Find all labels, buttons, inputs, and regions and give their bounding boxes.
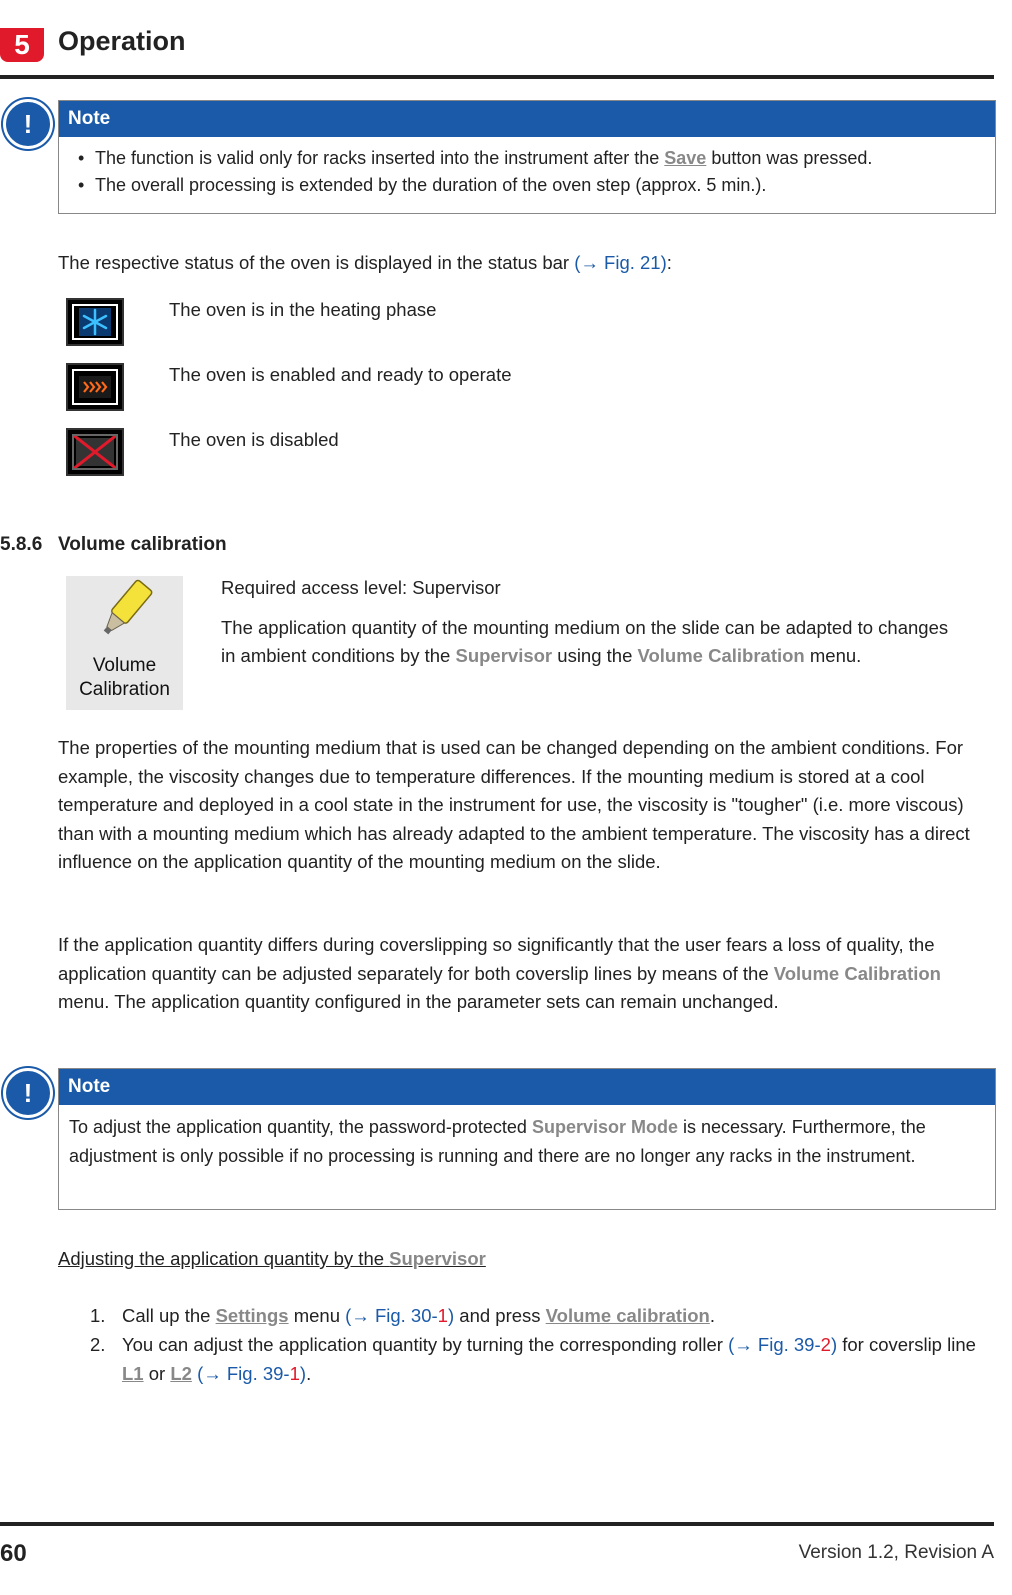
header-rule — [0, 75, 994, 79]
heating-coil-icon — [66, 363, 124, 411]
step-number: 2. — [90, 1334, 106, 1355]
fig-reference[interactable]: (→ Fig. 21) — [574, 252, 667, 273]
fig-reference[interactable]: (→ Fig. 39-2) — [728, 1334, 838, 1355]
note-box-1 — [58, 100, 996, 214]
note-icon: ! — [3, 99, 53, 149]
step-1-text: Call up the Settings menu (→ Fig. 30-1) and press Volume calibration. — [122, 1305, 715, 1326]
fig-reference[interactable]: (→ Fig. 30-1) — [345, 1305, 455, 1326]
note-bullet: • The overall processing is extended by the duration of the oven step (approx. 5 min.). — [69, 172, 985, 199]
oven-disabled-icon — [66, 428, 124, 476]
step-2-text: You can adjust the application quantity by turning the corresponding roller (→ Fig. 39-2) for coverslip line L1 or L2 (→ Fig. 39-1). — [122, 1334, 976, 1384]
volume-calibration-label: Volume Calibration — [79, 655, 170, 700]
settings-menu-reference: Settings — [215, 1305, 289, 1326]
procedure-heading: Adjusting the application quantity by the Supervisor — [58, 1248, 486, 1269]
note-body — [59, 137, 995, 209]
section-description: The application quantity of the mounting medium on the slide can be adapted to changes in ambient conditions by the Supervisor using the Volume Calibration menu. — [221, 617, 949, 666]
volume-calibration-reference: Volume calibration — [545, 1305, 710, 1326]
snowflake-icon — [66, 298, 124, 346]
oven-status-text: The oven is disabled — [169, 429, 339, 450]
section-title: Volume calibration — [58, 534, 227, 555]
note-title: Note — [59, 1069, 995, 1105]
fig-reference[interactable]: (→ Fig. 39-1) — [197, 1362, 307, 1384]
step-number: 1. — [90, 1305, 106, 1326]
note-title: Note — [59, 101, 995, 137]
viscosity-paragraph: The properties of the mounting medium that is used can be changed depending on the ambient conditions. For example, the viscosity changes due to temperature differences. If the mounting medium is stored at a cool temperature and deployed in a cool state in the instrument for use, the viscosity is "tougher" (i.e. more viscous) than with a mounting medium which has already adapted to the ambient temperature. The viscosity has a direct influence on the application quantity of the mounting medium on the slide. — [58, 737, 970, 872]
footer-rule — [0, 1522, 994, 1526]
section-number: 5.8.6 — [0, 534, 43, 555]
oven-status-text: The oven is in the heating phase — [169, 299, 437, 320]
access-level: Required access level: Supervisor — [221, 577, 501, 598]
note-icon: ! — [3, 1068, 53, 1118]
application-quantity-paragraph: If the application quantity differs during coverslipping so significantly that the user fears a loss of quality, the application quantity can be adjusted separately for both coverslip lines by means of the Volume Calibration menu. The application quantity configured in the parameter sets can remain unchanged. — [58, 934, 941, 1012]
version-label: Version 1.2, Revision A — [798, 1542, 994, 1563]
coverslip-line-l2: L2 — [170, 1362, 192, 1384]
chapter-number-badge: 5 — [0, 28, 44, 62]
chapter-title: Operation — [58, 26, 186, 56]
oven-status-intro: The respective status of the oven is displayed in the status bar (→ Fig. 21): — [58, 252, 672, 273]
save-reference: Save — [664, 148, 707, 168]
note-body: To adjust the application quantity, the password-protected Supervisor Mode is necessary. Furthermore, the adjustment is only possible if no processing is running and there are no longer any racks in the instrument. — [69, 1117, 926, 1166]
volume-calibration-button-icon — [66, 576, 183, 710]
note-bullet: • The function is valid only for racks inserted into the instrument after the Save button was pressed. — [69, 145, 985, 172]
note-box-2 — [58, 1068, 996, 1210]
oven-status-text: The oven is enabled and ready to operate — [169, 364, 512, 385]
coverslip-line-l1: L1 — [122, 1362, 144, 1384]
page-number: 60 — [0, 1540, 27, 1567]
